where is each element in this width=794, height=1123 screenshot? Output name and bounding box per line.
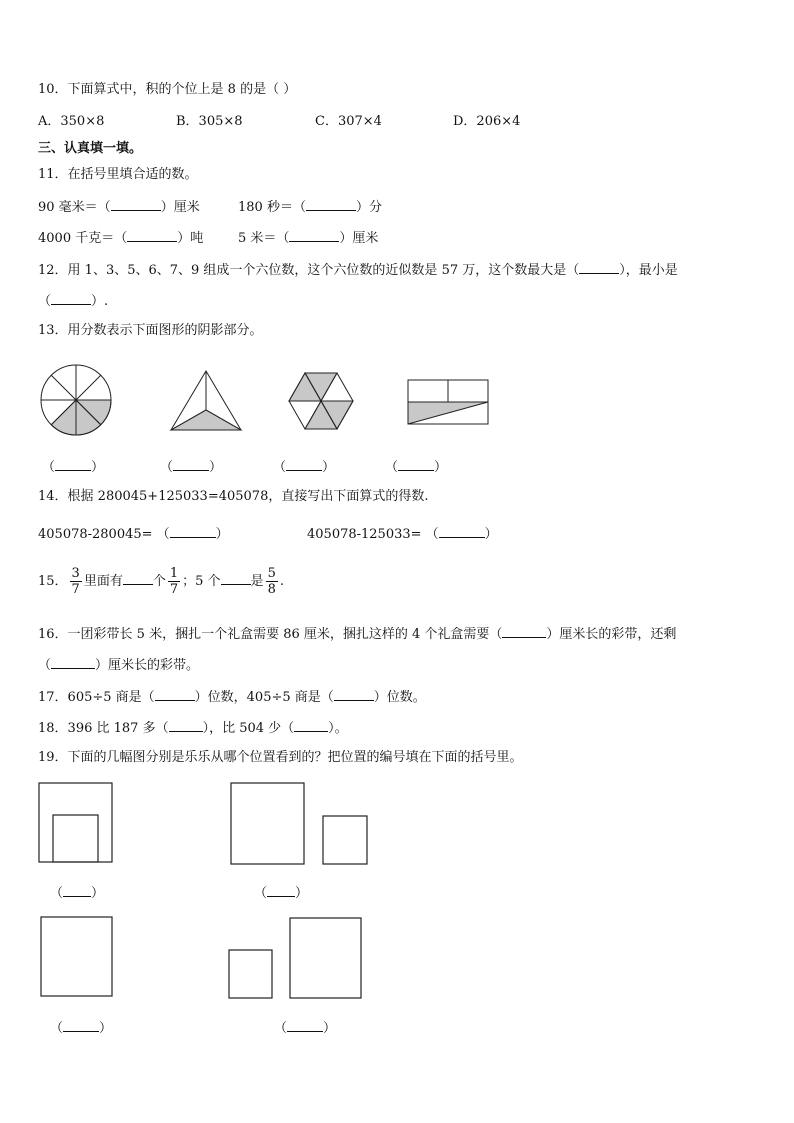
open-paren: （ — [42, 460, 56, 475]
open-paren: （ — [273, 460, 287, 475]
section-title: 三、认真填一填。 — [38, 141, 143, 156]
close-paren: ） — [434, 460, 448, 475]
fraction-numerator: 1 — [169, 566, 179, 581]
open-paren: （ — [254, 886, 268, 901]
answer-blank[interactable] — [287, 1019, 323, 1032]
circle-fraction-figure — [40, 364, 112, 436]
q18-text-c: ）。 — [328, 721, 348, 736]
q15-line — [38, 565, 284, 599]
q13-answer-4 — [385, 458, 447, 476]
q10-option-d: D．206×4 — [453, 114, 521, 129]
q11-item-2-post: ）分 — [355, 200, 382, 215]
q11-item-3-post: ）吨 — [177, 231, 204, 246]
answer-blank[interactable] — [267, 884, 295, 897]
q15-text-2: 个 — [152, 574, 166, 589]
q14-eq-2-text: 405078-125033= （ — [307, 527, 439, 542]
answer-blank[interactable] — [63, 884, 91, 897]
answer-blank[interactable] — [502, 625, 546, 638]
answer-blank[interactable] — [127, 229, 177, 242]
answer-blank[interactable] — [155, 688, 195, 701]
close-paren: ） — [215, 527, 229, 542]
fraction-numerator: 3 — [71, 566, 80, 581]
q12-text-c: （ — [38, 294, 52, 309]
q10-option-c: C．307×4 — [315, 114, 382, 129]
q17-line — [38, 688, 426, 706]
q10-option-a: A．350×8 — [38, 114, 105, 129]
q15-text-4: 是 — [250, 574, 264, 589]
answer-blank[interactable] — [63, 1019, 99, 1032]
open-paren: （ — [50, 1021, 64, 1036]
q16-text-c: （ — [38, 658, 52, 673]
q14-eq-1 — [38, 525, 229, 543]
view-figure-2 — [230, 782, 370, 866]
q11-item-4-post: ）厘米 — [339, 231, 379, 246]
q11-stem: 11．在括号里填合适的数。 — [38, 167, 198, 182]
view-figure-1 — [38, 782, 114, 864]
answer-blank[interactable] — [289, 229, 339, 242]
open-paren: （ — [50, 886, 64, 901]
q19-answer-1 — [50, 884, 104, 902]
q12-text-a: 12．用 1、3、5、6、7、9 组成一个六位数，这个六位数的近似数是 57 万，这个数最大是（ — [38, 263, 580, 278]
answer-blank[interactable] — [221, 572, 251, 585]
q13-answer-2 — [160, 458, 222, 476]
close-paren: ） — [91, 886, 105, 901]
q13-answer-1 — [42, 458, 104, 476]
q11-item-1-pre: 90 毫米＝（ — [38, 200, 111, 215]
q14-eq-1-text: 405078-280045= （ — [38, 527, 170, 542]
q14-stem: 14．根据 280045+125033=405078，直接写出下面算式的得数. — [38, 489, 429, 504]
q13-stem: 13．用分数表示下面图形的阴影部分。 — [38, 323, 263, 338]
answer-blank[interactable] — [170, 525, 216, 538]
q11-item-3-pre: 4000 千克＝（ — [38, 231, 128, 246]
q15-prefix: 15． — [38, 574, 68, 589]
view-figure-4 — [228, 916, 364, 1000]
answer-blank[interactable] — [123, 572, 153, 585]
q16-text-b: ）厘米长的彩带，还剩 — [546, 627, 677, 642]
fraction-three-sevenths — [70, 566, 82, 597]
triangle-fraction-figure — [170, 370, 242, 432]
open-paren: （ — [385, 460, 399, 475]
q12-line-2 — [38, 292, 108, 310]
q18-text-a: 18．396 比 187 多（ — [38, 721, 169, 736]
q12-line-1 — [38, 261, 678, 279]
open-paren: （ — [160, 460, 174, 475]
q16-text-a: 16．一团彩带长 5 米，捆扎一个礼盒需要 86 厘米，捆扎这样的 4 个礼盒需要（ — [38, 627, 503, 642]
fraction-one-seventh — [168, 566, 180, 597]
q11-item-2-pre: 180 秒＝（ — [238, 200, 306, 215]
answer-blank[interactable] — [169, 719, 203, 732]
answer-blank[interactable] — [579, 261, 619, 274]
close-paren: ） — [209, 460, 223, 475]
q10-stem: 10．下面算式中，积的个位上是 8 的是（ ） — [38, 82, 297, 97]
q12-text-d: ）. — [91, 294, 109, 309]
q16-line-2 — [38, 656, 199, 674]
q19-answer-2 — [254, 884, 308, 902]
answer-blank[interactable] — [55, 458, 91, 471]
q17-text-b: ）位数，405÷5 商是（ — [194, 690, 334, 705]
fraction-denominator: 8 — [267, 582, 276, 597]
answer-blank[interactable] — [286, 458, 322, 471]
q19-answer-3 — [50, 1019, 112, 1037]
answer-blank[interactable] — [173, 458, 209, 471]
rectangle-fraction-figure — [406, 378, 490, 426]
q11-item-1-post: ）厘米 — [160, 200, 200, 215]
q11-item-4-pre: 5 米＝（ — [238, 231, 290, 246]
answer-blank[interactable] — [111, 198, 161, 211]
hexagon-fraction-figure — [288, 368, 354, 434]
q12-text-b: ），最小是 — [619, 263, 678, 278]
q11-item-4 — [238, 229, 378, 247]
q16-text-d: ）厘米长的彩带。 — [95, 658, 200, 673]
fraction-numerator: 5 — [267, 566, 276, 581]
q18-line — [38, 719, 348, 737]
answer-blank[interactable] — [51, 292, 91, 305]
q11-item-3 — [38, 229, 203, 247]
q10-option-b: B．305×8 — [176, 114, 243, 129]
close-paren: ） — [323, 1021, 337, 1036]
close-paren: ） — [295, 886, 309, 901]
fraction-denominator: 7 — [71, 582, 80, 597]
open-paren: （ — [274, 1021, 288, 1036]
answer-blank[interactable] — [439, 525, 485, 538]
q16-line-1 — [38, 625, 676, 643]
q17-text-a: 17．605÷5 商是（ — [38, 690, 155, 705]
answer-blank[interactable] — [51, 656, 95, 669]
answer-blank[interactable] — [334, 688, 374, 701]
fraction-denominator: 7 — [169, 582, 179, 597]
answer-blank[interactable] — [306, 198, 356, 211]
answer-blank[interactable] — [398, 458, 434, 471]
q15-text-3: ；5 个 — [182, 574, 221, 589]
q19-answer-4 — [274, 1019, 336, 1037]
close-paren: ） — [99, 1021, 113, 1036]
view-figure-3 — [40, 916, 114, 998]
q13-answer-3 — [273, 458, 335, 476]
q19-stem: 19．下面的几幅图分别是乐乐从哪个位置看到的？把位置的编号填在下面的括号里。 — [38, 750, 523, 765]
q15-text-1: 里面有 — [83, 574, 123, 589]
q17-text-c: ）位数。 — [373, 690, 426, 705]
q14-eq-2 — [307, 525, 498, 543]
fraction-five-eighths — [266, 566, 278, 597]
close-paren: ） — [322, 460, 336, 475]
close-paren: ） — [91, 460, 105, 475]
q11-item-1 — [38, 198, 200, 216]
q18-text-b: ），比 504 少（ — [202, 721, 295, 736]
q11-item-2 — [238, 198, 382, 216]
answer-blank[interactable] — [294, 719, 328, 732]
q15-end: . — [279, 574, 284, 589]
close-paren: ） — [484, 527, 498, 542]
